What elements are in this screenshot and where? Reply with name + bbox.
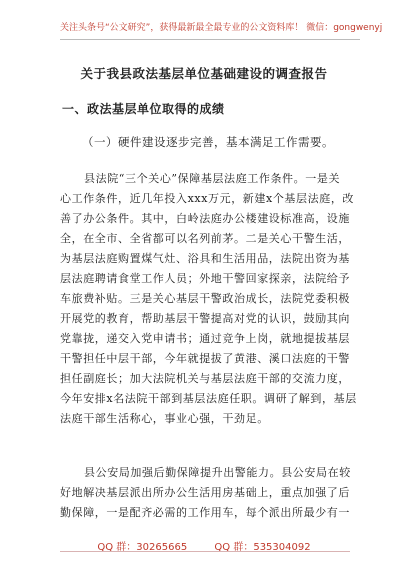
paragraph-line: 车旅费补贴。三是关心基层干警政治成长，法院党委积极 — [60, 292, 350, 305]
paragraph-line: 开展党的教育，帮助基层干警提高对党的认识，鼓励其向 — [60, 312, 350, 325]
document-title: 关于我县政法基层单位基础建设的调查报告 — [80, 66, 328, 81]
footer-qq-group-1: QQ 群：30265665 — [97, 542, 188, 553]
paragraph-line: 县法院“三个关心”保障基层法庭工作条件。一是关 — [84, 172, 341, 185]
section-heading: 一、政法基层单位取得的成绩 — [62, 102, 225, 116]
paragraph-line: 全，在全市、全省都可以名列前茅。二是关心干警生活， — [60, 232, 350, 245]
paragraph-line: 层法庭聘请食堂工作人员；外地干警回家探亲，法院给予 — [60, 272, 350, 285]
footer-qq-group-2: QQ 群：535304092 — [214, 542, 311, 553]
paragraph-line: 善了办公条件。其中，白岭法庭办公楼建设标准高，设施 — [60, 212, 350, 225]
header-watermark-note: 关注头条号“公文研究”，获得最新最全最专业的公文资料库！ 微信：gongwenyj — [60, 20, 360, 40]
footer-divider — [60, 551, 350, 552]
paragraph-line: 党靠拢，递交入党申请书；通过竞争上岗，就地提拔基层 — [60, 332, 350, 345]
paragraph-line: 担任副庭长；加大法院机关与基层法庭干部的交流力度， — [60, 372, 350, 385]
subsection-heading: （一）硬件建设逐步完善，基本满足工作需要。 — [82, 135, 334, 149]
paragraph-line: 为基层法庭购置煤气灶、浴具和生活用品，法院出资为基 — [60, 252, 350, 265]
paragraph-line: 心工作条件，近几年投入xxx万元，新建x个基层法庭，改 — [60, 192, 355, 205]
paragraph-line: 今年安排x名法院干部到基层法庭任职。调研了解到，基层 — [60, 392, 357, 405]
paragraph-line: 县公安局加强后勤保障提升出警能力。县公安局在较 — [84, 466, 351, 479]
paragraph-line: 好地解决基层派出所办公生活用房基础上，重点加强了后 — [60, 486, 350, 499]
paragraph-line: 勤保障，一是配齐必需的工作用车，每个派出所最少有一 — [60, 506, 350, 519]
paragraph-line: 法庭干部生活称心，事业心强，干劲足。 — [60, 412, 269, 425]
paragraph-line: 干警担任中层干部，今年就提拔了黄港、溪口法庭的干警 — [60, 352, 350, 365]
